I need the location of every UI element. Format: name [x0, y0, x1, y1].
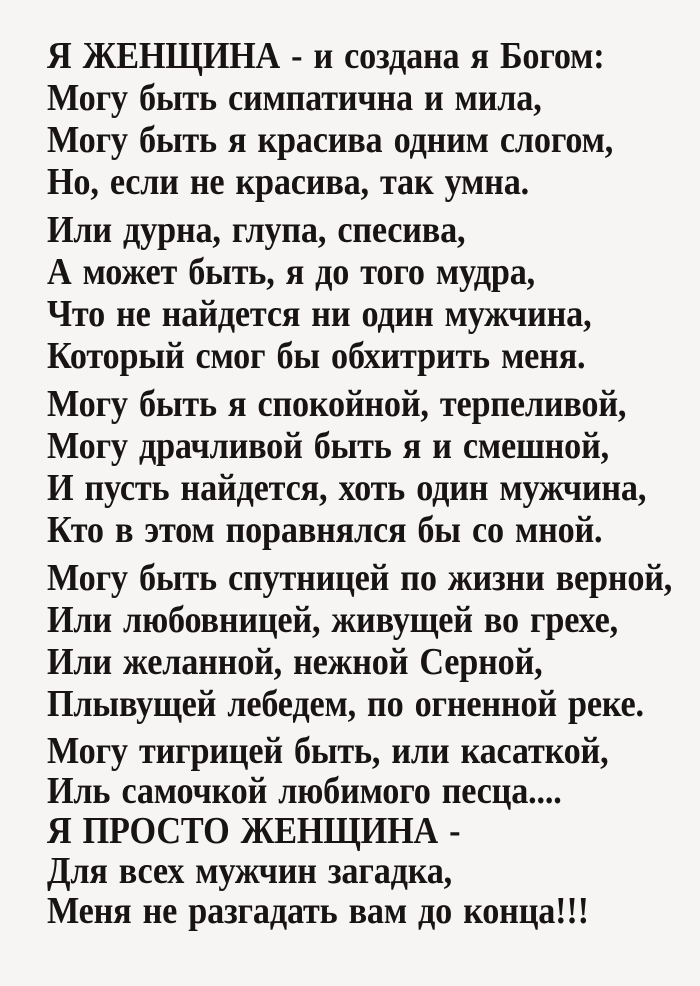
poem-line: Могу быть спутницей по жизни верной, — [47, 557, 673, 599]
poem-line: Для всех мужчин загадка, — [47, 850, 453, 892]
poem-line: Могу драчливой быть я и смешной, — [47, 425, 609, 467]
stanza-3 — [47, 383, 647, 551]
poem-line: Я ЖЕНЩИНА - и создана я Богом: — [47, 35, 605, 77]
poem-line: Могу быть я красива одним слогом, — [47, 119, 614, 161]
poem-line: Что не найдется ни один мужчина, — [47, 293, 592, 335]
stanza-5 — [47, 731, 622, 931]
poem-line: Могу быть я спокойной, терпеливой, — [47, 383, 627, 425]
poem-line: Меня не разгадать вам до конца!!! — [47, 890, 589, 932]
poem-line: Но, если не красива, так умна. — [47, 161, 529, 203]
poem-line: Я ПРОСТО ЖЕНЩИНА - — [47, 810, 461, 852]
poem-line: Плывущей лебедем, по огненной реке. — [47, 683, 644, 725]
stanza-2 — [47, 209, 622, 377]
poem-line: Могу быть симпатична и мила, — [47, 77, 542, 119]
poem-line: Могу тигрицей быть, или касаткой, — [47, 730, 609, 772]
poem-line: Или дурна, глупа, спесива, — [47, 209, 466, 251]
poem-line: Или желанной, нежной Серной, — [47, 641, 543, 683]
poem-line: А может быть, я до того мудра, — [47, 251, 536, 293]
poem-line: Который смог бы обхитрить меня. — [47, 335, 586, 377]
stanza-1 — [47, 35, 622, 203]
poem-line: Кто в этом поравнялся бы со мной. — [47, 509, 603, 551]
stanza-4 — [47, 557, 673, 725]
poem-line: Или любовницей, живущей во грехе, — [47, 599, 618, 641]
poem-line: Иль самочкой любимого песца.... — [47, 770, 562, 812]
poem-line: И пусть найдется, хоть один мужчина, — [47, 467, 647, 509]
